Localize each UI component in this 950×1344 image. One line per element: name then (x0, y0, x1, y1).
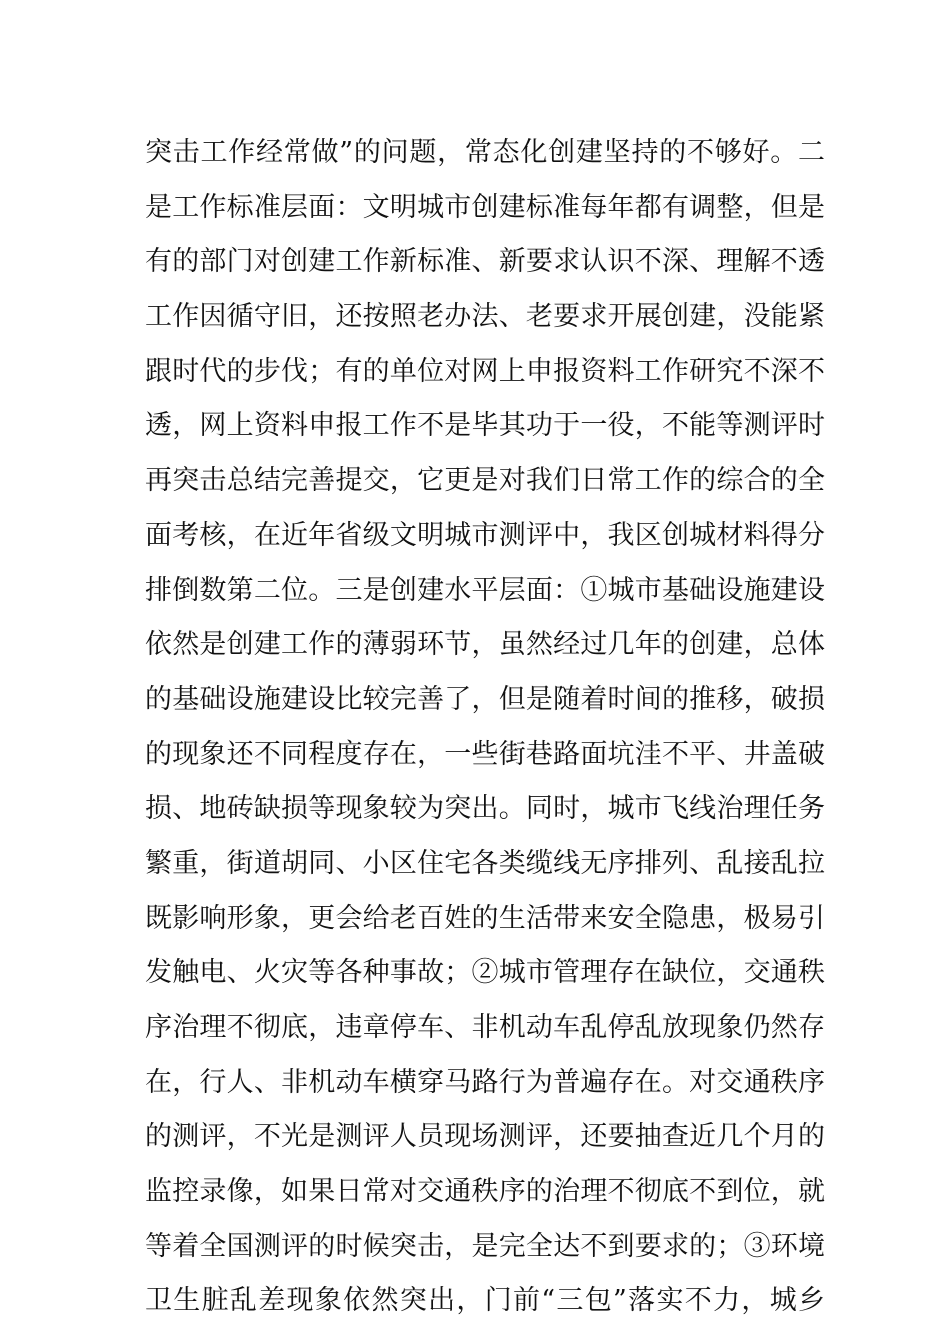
text-line: 依然是创建工作的薄弱环节，虽然经过几年的创建，总体 (145, 629, 825, 661)
body-paragraph (145, 126, 825, 1329)
text-line: 的基础设施建设比较完善了，但是随着时间的推移，破损 (145, 683, 825, 715)
text-line: 既影响形象，更会给老百姓的生活带来安全隐患，极易引 (145, 902, 825, 934)
text-line: 是工作标准层面：文明城市创建标准每年都有调整，但是 (145, 191, 825, 223)
text-line: 在，行人、非机动车横穿马路行为普遍存在。对交通秩序 (145, 1066, 825, 1098)
text-line: 有的部门对创建工作新标准、新要求认识不深、理解不透 (145, 246, 825, 278)
text-line: 的测评，不光是测评人员现场测评，还要抽查近几个月的 (145, 1121, 825, 1153)
text-line: 等着全国测评的时候突击，是完全达不到要求的；③环境 (145, 1230, 825, 1262)
text-line: 面考核，在近年省级文明城市测评中，我区创城材料得分 (145, 519, 825, 551)
text-line: 卫生脏乱差现象依然突出，门前“三包”落实不力，城乡 (145, 1285, 825, 1317)
text-line: 繁重，街道胡同、小区住宅各类缆线无序排列、乱接乱拉 (145, 847, 825, 879)
text-line: 跟时代的步伐；有的单位对网上申报资料工作研究不深不 (145, 355, 825, 387)
text-line: 损、地砖缺损等现象较为突出。同时，城市飞线治理任务 (145, 793, 825, 825)
text-line: 透，网上资料申报工作不是毕其功于一役，不能等测评时 (145, 410, 825, 442)
text-line: 监控录像，如果日常对交通秩序的治理不彻底不到位，就 (145, 1176, 825, 1208)
text-line: 发触电、火灾等各种事故；②城市管理存在缺位，交通秩 (145, 957, 825, 989)
text-line: 再突击总结完善提交，它更是对我们日常工作的综合的全 (145, 465, 825, 497)
text-line: 的现象还不同程度存在，一些街巷路面坑洼不平、井盖破 (145, 738, 825, 770)
text-line: 排倒数第二位。三是创建水平层面：①城市基础设施建设 (145, 574, 825, 606)
text-line: 突击工作经常做”的问题，常态化创建坚持的不够好。二 (145, 137, 825, 168)
text-line: 序治理不彻底，违章停车、非机动车乱停乱放现象仍然存 (145, 1012, 825, 1043)
text-line: 工作因循守旧，还按照老办法、老要求开展创建，没能紧 (145, 301, 825, 333)
